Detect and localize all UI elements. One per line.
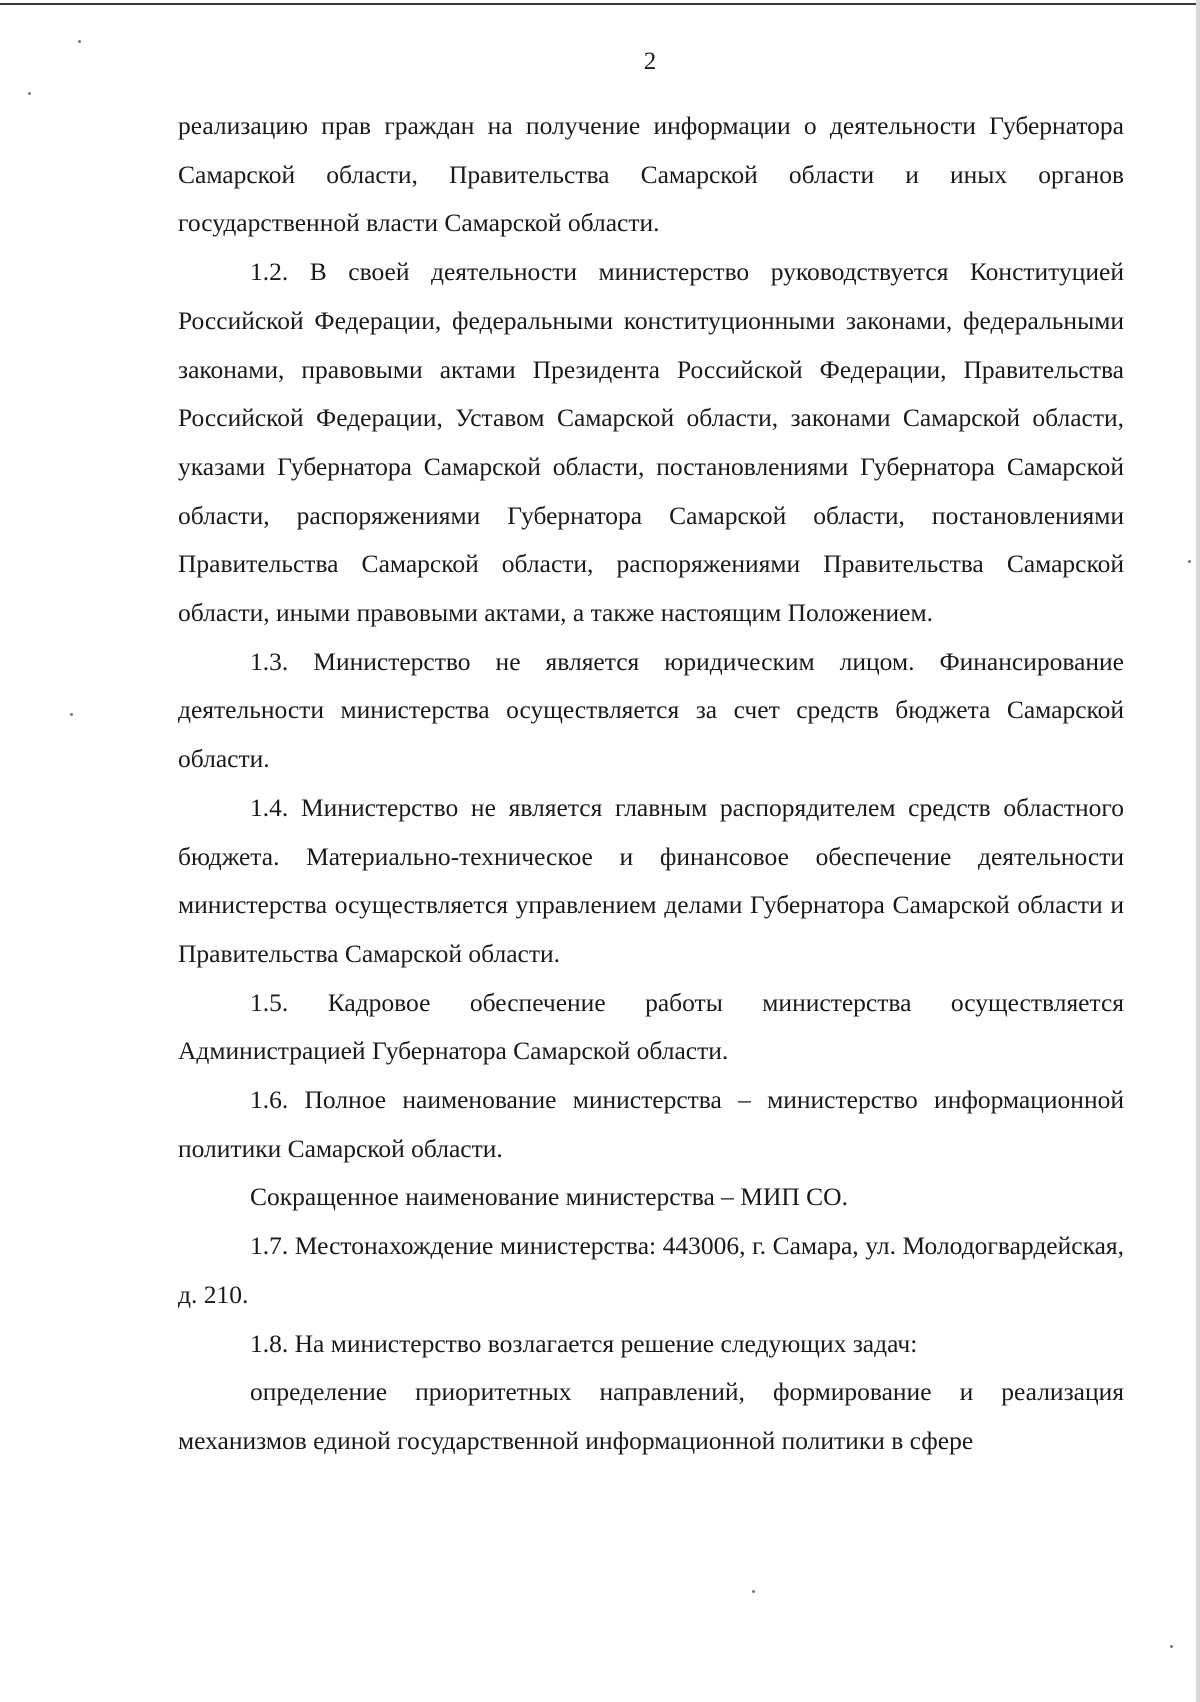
page-number: 2 xyxy=(643,48,657,75)
paragraph-1-3: 1.3. Министерство не является юридическим лицом. Финансирование деятельности министерства осуществляется за счет средств бюджета Самарской области. xyxy=(178,646,1124,774)
paragraph-task-1: определение приоритетных направлений, формирование и реализация механизмов единой государственной информационной политики в сфере xyxy=(178,1377,1124,1455)
paragraph-1-7: 1.7. Местонахождение министерства: 443006, г. Самара, ул. Молодогвардейская, д. 210. xyxy=(178,1231,1124,1309)
scan-right-edge xyxy=(1196,0,1200,1702)
paragraph-1-8: 1.8. На министерство возлагается решение следующих задач: xyxy=(250,1328,918,1358)
scan-speck xyxy=(78,40,81,43)
paragraph-1-4: 1.4. Министерство не является главным распорядителем средств областного бюджета. Материально-техническое и финансовое обеспечение деятельности министерства осуществляется управлением делами Губернатора Самарской области и Правительства Самарской области. xyxy=(178,792,1124,968)
scan-speck xyxy=(1170,1645,1173,1648)
scan-top-edge xyxy=(0,3,1200,5)
paragraph-1-6: 1.6. Полное наименование министерства – министерство информационной политики Самарской области. xyxy=(178,1085,1124,1163)
scan-speck xyxy=(1188,560,1191,563)
paragraph-continuation: реализацию прав граждан на получение информации о деятельности Губернатора Самарской области, Правительства Самарской области и иных органов государственной власти Самарской области. xyxy=(178,111,1124,238)
scan-speck xyxy=(752,1590,755,1593)
paragraph-short-name: Сокращенное наименование министерства – МИП СО. xyxy=(250,1182,848,1212)
paragraph-1-5: 1.5. Кадровое обеспечение работы министерства осуществляется Администрацией Губернатора Самарской области. xyxy=(178,987,1124,1066)
document-body xyxy=(178,102,1124,1466)
paragraph-1-2: 1.2. В своей деятельности министерство руководствуется Конституцией Российской Федерации, федеральными конституционными законами, федеральными законами, правовыми актами Президента Российской Федерации, Правительства Российской Федерации, Уставом Самарской области, законами Самарской области, указами Губернатора Самарской области, постановлениями Губернатора Самарской области, распоряжениями Губернатора Самарской области, постановлениями Правительства Самарской области, распоряжениями Правительства Самарской области, иными правовыми актами, а также настоящим Положением. xyxy=(178,257,1124,628)
scan-speck xyxy=(28,92,31,95)
scan-speck xyxy=(70,713,73,716)
